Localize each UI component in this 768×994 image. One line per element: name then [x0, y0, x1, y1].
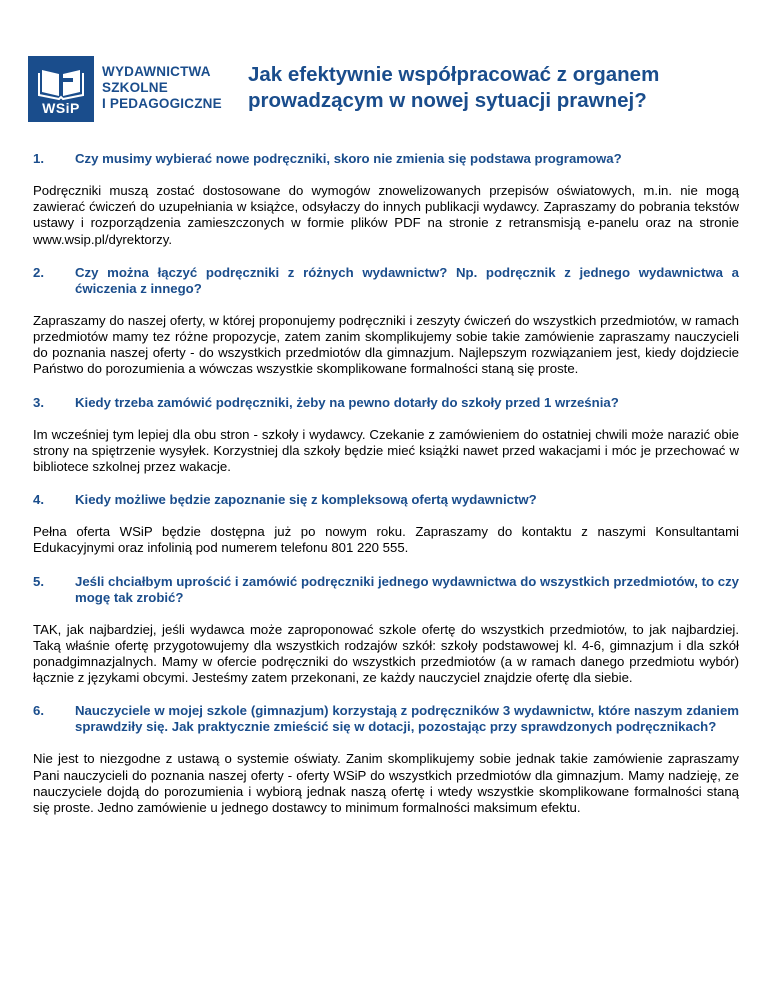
question-text: Jeśli chciałbym uprościć i zamówić podręczniki jednego wydawnictwa do wszystkich przedmiotów, to czy mogę tak zrobić?: [75, 573, 739, 605]
faq-question: [33, 703, 739, 735]
faq-answer: Zapraszamy do naszej oferty, w której proponujemy podręczniki i zeszyty ćwiczeń do wszystkich przedmiotów, w ramach przedmiotów mamy tez różne propozycje, zatem zanim skomplikujemy sobie takie zamówienie zapraszamy nauczycieli do poznania naszej oferty - do wszystkich przedmiotów dla gimnazjum. Najlepszym rozwiązaniem jest, kiedy dojdziecie Państwo do porozumienia a wówczas wszystkie skomplikowane formalności staną się proste.: [33, 312, 739, 377]
faq-list: [33, 151, 739, 833]
page-title: Jak efektywnie współpracować z organem prowadzącym w nowej sytuacji prawnej?: [248, 63, 660, 112]
faq-item: [33, 265, 739, 378]
faq-question: [33, 395, 739, 411]
faq-question: [33, 265, 739, 297]
faq-answer: Nie jest to niezgodne z ustawą o systemie oświaty. Zanim skomplikujemy sobie jednak takie zamówienie zapraszamy Pani nauczycieli do poznania naszej oferty - oferty WSiP do wszystkich przedmiotów dla gimnazjum. Mamy nadzieję, ze nauczyciele dojdą do porozumienia i wybiorą jednak naszą ofertę i wtedy wszystkie skomplikowane formalności staną się proste. Jedno zamówienie u jednego dostawcy to minimum formalności maksimum efektu.: [33, 751, 739, 816]
logo-emblem: [28, 56, 94, 122]
question-text: Nauczyciele w mojej szkole (gimnazjum) korzystają z podręczników 3 wydawnictw, które naszym zdaniem sprawdziły się. Jak praktycznie zmieścić się w dotacji, pozostając przy sprawdzonych podręcznikach?: [75, 703, 739, 735]
logo-line: WYDAWNICTWA: [102, 64, 211, 79]
question-text: Kiedy trzeba zamówić podręczniki, żeby na pewno dotarły do szkoły przed 1 września?: [75, 394, 619, 410]
faq-item: [33, 395, 739, 476]
question-number: 3.: [33, 394, 44, 410]
logo-line: I PEDAGOGICZNE: [102, 96, 222, 111]
publisher-logo: [28, 56, 230, 122]
faq-answer: Podręczniki muszą zostać dostosowane do wymogów znowelizowanych przepisów oświatowych, m.in. nie mogą zawierać ćwiczeń do uzupełniania w książce, odsyłaczy do innych publikacji wydawcy. Zapraszamy do pobrania tekstów ustawy i rozporządzenia zamieszczonych w formie plików PDF na stronie z retransmisją e-panelu oraz na stronie www.wsip.pl/dyrektorzy.: [33, 183, 739, 247]
question-text: Czy można łączyć podręczniki z różnych wydawnictw? Np. podręcznik z jednego wydawnictwa a ćwiczenia z innego?: [75, 264, 739, 296]
faq-question: [33, 151, 739, 167]
faq-question: [33, 574, 739, 606]
faq-item: [33, 574, 739, 687]
question-number: 4.: [33, 492, 44, 508]
logo-line: SZKOLNE: [102, 80, 168, 95]
question-number: 1.: [33, 151, 44, 166]
faq-item: [33, 151, 739, 248]
question-text: Czy musimy wybierać nowe podręczniki, skoro nie zmienia się podstawa programowa?: [75, 151, 622, 166]
question-number: 5.: [33, 573, 44, 589]
faq-answer: TAK, jak najbardziej, jeśli wydawca może zaproponować szkole ofertę do wszystkich przedmiotów, to jak najbardziej. Taką właśnie ofertę przygotowujemy dla wszystkich rodzajów szkół: szkoły podstawowej kl. 4-6, gimnazjum i dla szkół ponadgimnazjalnych. Mamy w ofercie podręczniki do wszystkich przedmiotów (a w ramach danego przedmiotu wybór) łącznie z językami obcymi. Jesteśmy zatem przekonani, ze każdy nauczyciel znajdzie ofertę dla siebie.: [33, 621, 739, 686]
question-number: 6.: [33, 703, 44, 719]
question-number: 2.: [33, 264, 44, 280]
faq-question: [33, 492, 739, 508]
question-text: Kiedy możliwe będzie zapoznanie się z kompleksową ofertą wydawnictw?: [75, 492, 537, 508]
faq-answer: Im wcześniej tym lepiej dla obu stron - szkoły i wydawcy. Czekanie z zamówieniem do ostatniej chwili może narazić obie strony na spiętrzenie wysyłek. Korzystniej dla szkoły będzie mieć książki nawet przed wakacjami i móc je przechować w bibliotece szkolnej przez wakacje.: [33, 426, 739, 475]
faq-item: [33, 492, 739, 556]
logo-wordmark: [102, 64, 222, 112]
faq-item: [33, 703, 739, 816]
faq-answer: Pełna oferta WSiP będzie dostępna już po nowym roku. Zapraszamy do kontaktu z naszymi Konsultantami Edukacyjnymi oraz infolinią pod numerem telefonu 801 220 555.: [33, 524, 739, 556]
logo-mark: WSiP: [42, 100, 80, 116]
